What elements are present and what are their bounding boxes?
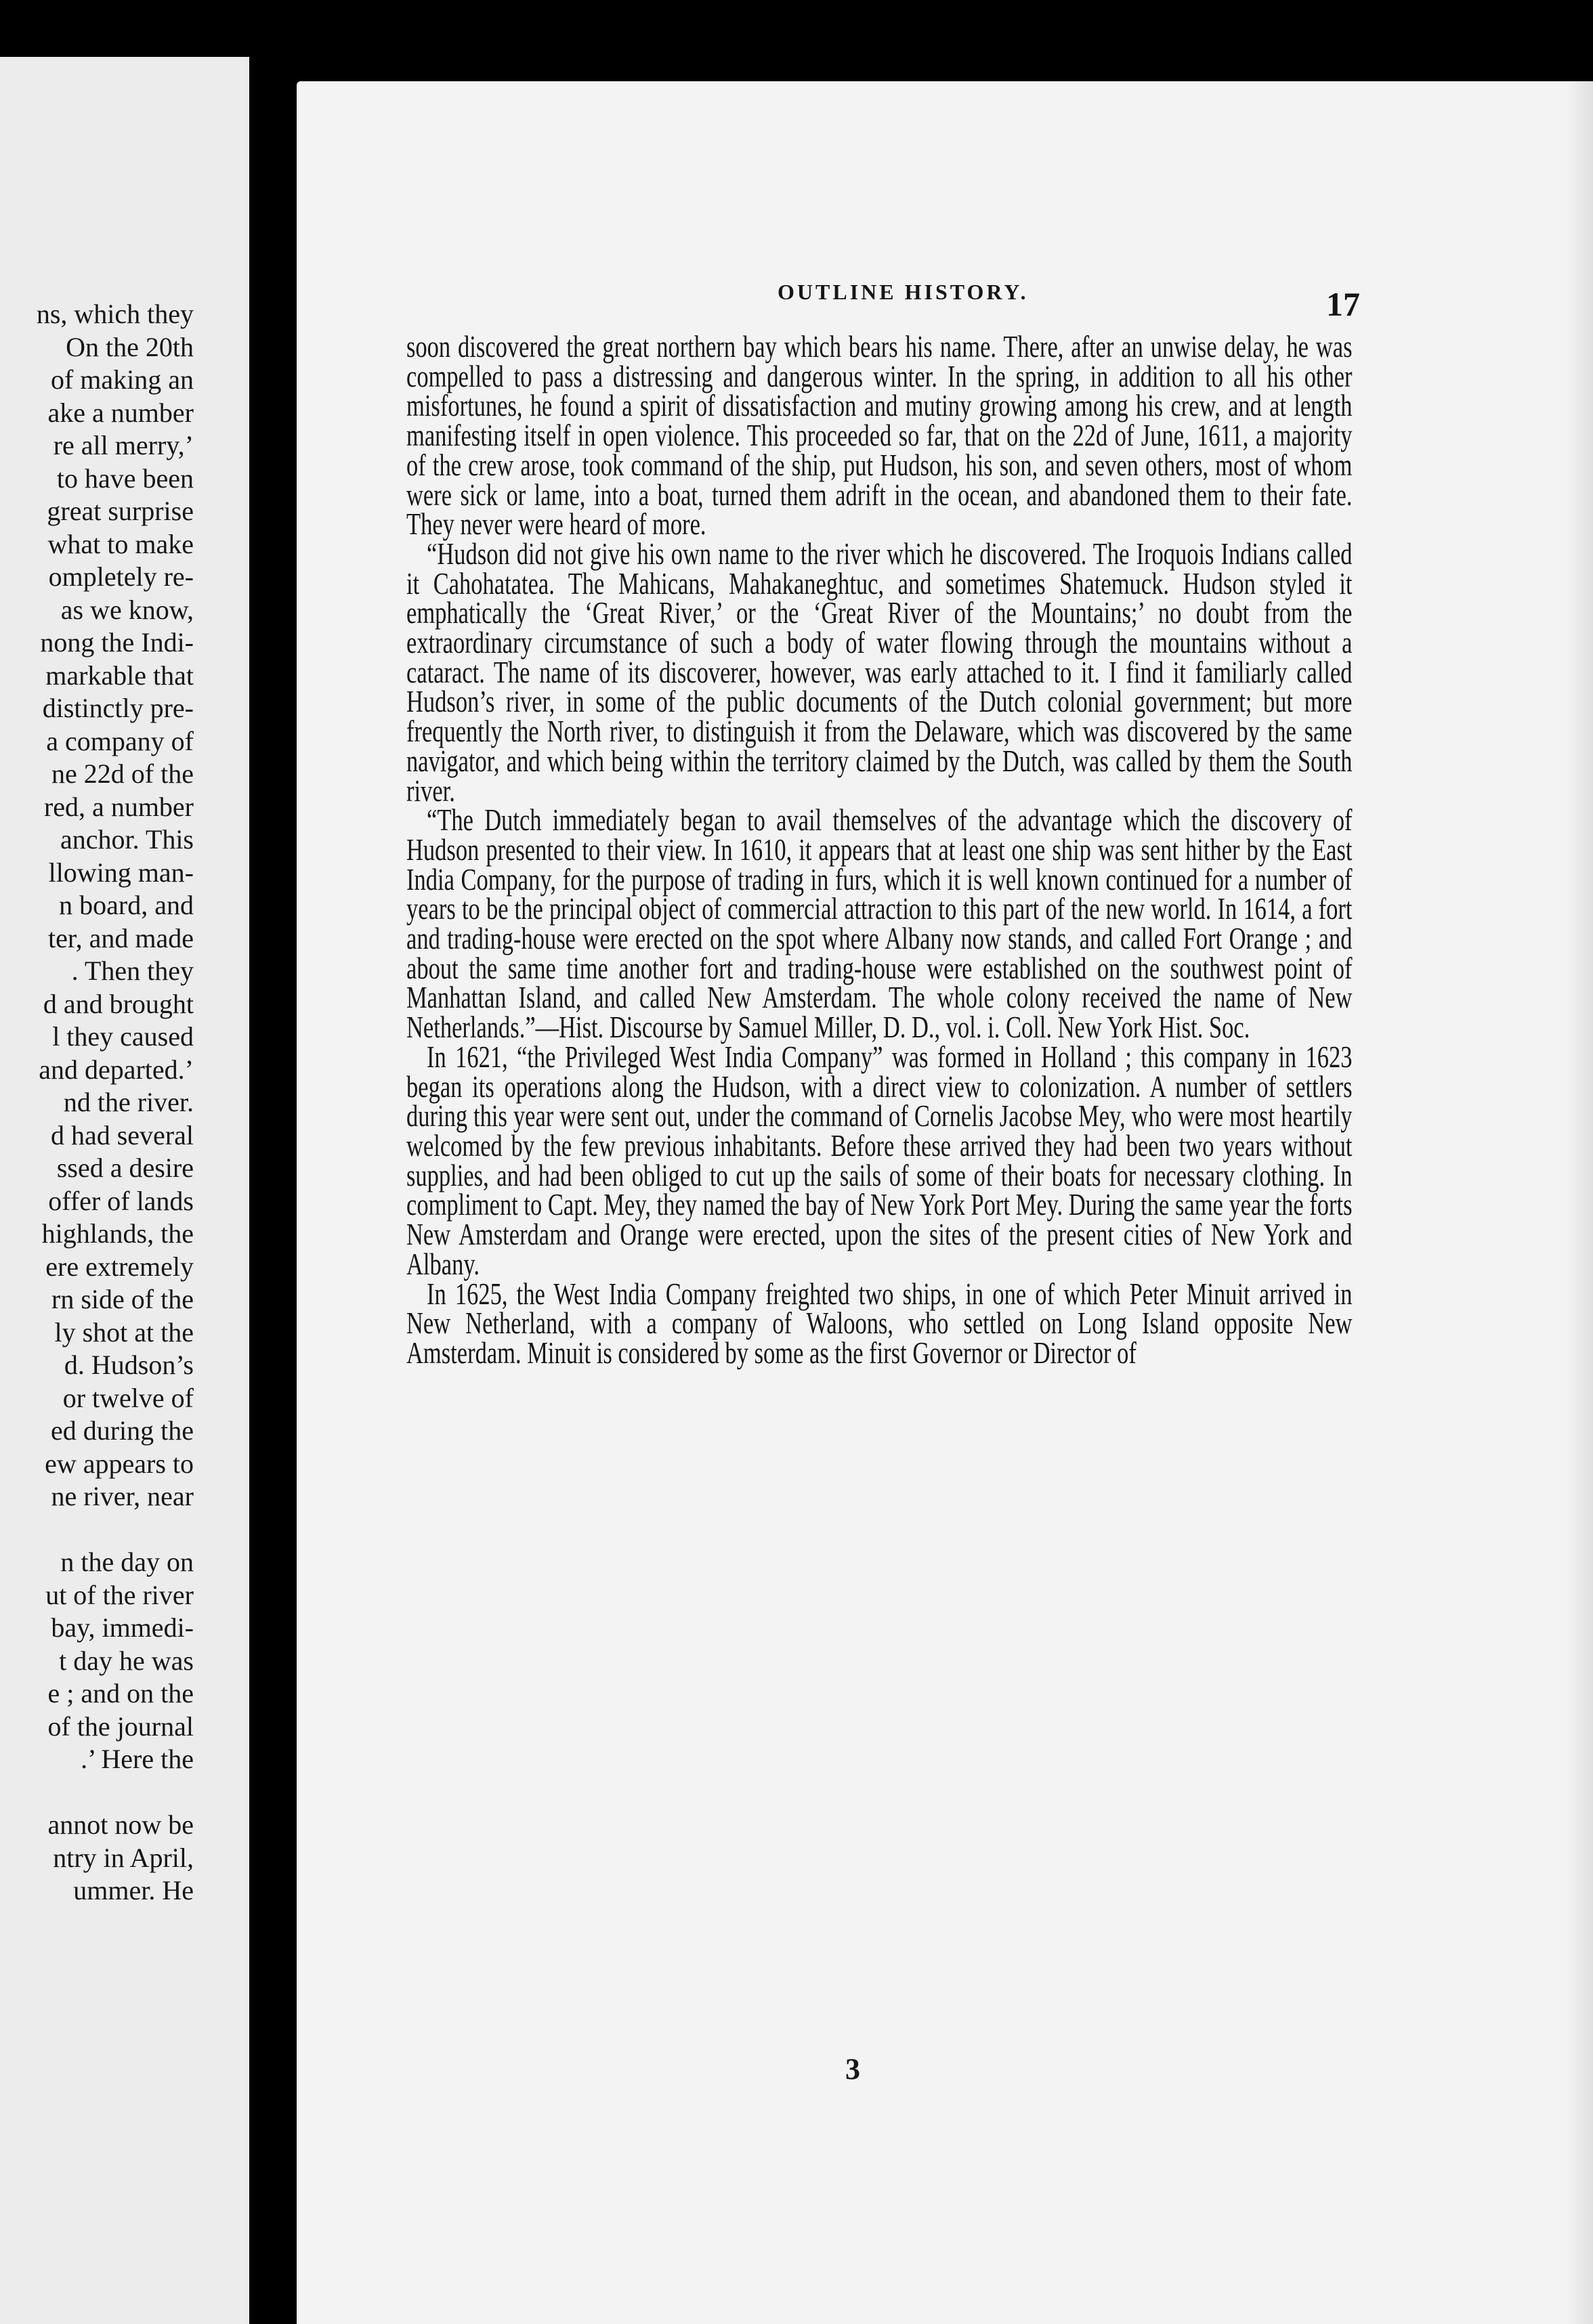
left-page-line: ake a number (47, 397, 194, 428)
left-page-line: ntry in April, (53, 1842, 194, 1873)
left-page-line: n the day on (60, 1547, 194, 1577)
scan-shadow (1566, 81, 1593, 2324)
left-page-line: ne 22d of the (51, 758, 194, 789)
left-page-line: of making an (50, 364, 194, 395)
left-page-line: red, a number (43, 791, 194, 822)
left-page-line: d and brought (43, 988, 194, 1019)
left-page-line: llowing man- (48, 857, 194, 888)
paragraph: In 1625, the West India Company freighted two ships, in one of which Peter Minuit arrived in New Netherland, with a company of Waloons, who settled on Long Island opposite New Amsterdam. Minuit is considered by some as the first Governor or Director of (406, 1276, 1353, 1370)
left-page-line: highlands, the (41, 1218, 194, 1249)
left-page-line: ew appears to (45, 1448, 194, 1479)
left-page-line (0, 1513, 194, 1547)
left-page-line: of the journal (47, 1710, 194, 1742)
book-gutter (249, 0, 297, 2324)
left-page-line: to have been (56, 462, 194, 494)
left-page-line: bay, immedi- (51, 1612, 194, 1643)
paragraph: “The Dutch immediately began to avail themselves of the advantage which the discovery of Hudson presented to their view. In 1610, it appears that at least one ship was sent hither by the East India Company, for the purpose of trading in furs, which it is well known continued for a number of years to be the principal object of commercial attraction to this part of the new world. In 1614, a fort and trading-house were erected on the spot where Albany now stands, and called Fort Orange ; and about the same time another fort and trading-house were established on the southwest point of Manhattan Island, and called New Amsterdam. The whole colony received the name of New Netherlands.”—Hist. Discourse by Samuel Miller, D. D., vol. i. Coll. New York Hist. Soc. (406, 802, 1353, 1045)
left-page-line: great surprise (47, 496, 194, 526)
left-page-line: ed during the (50, 1415, 194, 1446)
paragraph: soon discovered the great northern bay which bears his name. There, after an unwise delay, he was compelled to pass a distressing and dangerous winter. In the spring, in addition to all his other misfortunes, he found a spirit of dissatisfaction and mutiny growing among his crew, and at length manifesting itself in open violence. This proceeded so far, that on the 22d of June, 1611, a majority of the crew arose, took command of the ship, put Hudson, his son, and seven others, most of whom were sick or lame, into a boat, turned them adrift in the ocean, and abandoned them to their fate. They never were heard of more. (406, 329, 1353, 542)
paragraph: In 1621, “the Privileged West India Company” was formed in Holland ; this company in 1623 began its operations along the Hudson, with a direct view to colonization. A number of settlers during this year were sent out, under the command of Cornelis Jacobse Mey, who were most heartily welcomed by the few previous inhabitants. Before these arrived they had been two years without supplies, and had been obliged to cut up the sails of some of their boats for necessary clothing. In compliment to Capt. Mey, they named the bay of New York Port Mey. During the same year the forts New Amsterdam and Orange were erected, upon the sites of the present cities of New York and Albany. (406, 1039, 1353, 1281)
running-head: OUTLINE HISTORY. (778, 280, 1029, 304)
page-number: 17 (1326, 285, 1360, 323)
left-page-line (0, 1776, 194, 1809)
left-page-line: rn side of the (51, 1284, 194, 1314)
signature-mark: 3 (845, 2052, 860, 2086)
left-page-line: ter, and made (48, 922, 194, 953)
left-page-line: . Then they (71, 955, 194, 986)
left-page-line: anchor. This (60, 824, 194, 855)
left-page-line: markable that (45, 660, 194, 691)
left-page-line: n board, and (59, 890, 194, 920)
left-page-line: .’ Here the (81, 1744, 194, 1774)
left-page-line: offer of lands (48, 1185, 194, 1216)
body-text (406, 329, 1353, 1370)
left-page-line: re all merry,’ (53, 430, 194, 460)
left-page-line: a company of (46, 725, 194, 756)
left-page-line: ere extremely (45, 1251, 194, 1282)
left-page-line: or twelve of (62, 1382, 194, 1413)
left-page-line: ns, which they (36, 299, 194, 329)
left-page-line: annot now be (47, 1809, 194, 1840)
left-page-text-column (0, 298, 194, 1908)
left-facing-page (0, 57, 249, 2324)
left-page-line: nd the river. (63, 1087, 194, 1117)
left-page-line: ly shot at the (54, 1316, 194, 1348)
left-page-line: as we know, (60, 594, 194, 625)
left-page-line: distinctly pre- (42, 693, 194, 723)
left-page-line: l they caused (52, 1021, 194, 1052)
left-page-line: ut of the river (45, 1579, 194, 1610)
right-page (297, 81, 1593, 2324)
left-page-line: ummer. He (73, 1875, 194, 1906)
left-page-line: ompletely re- (48, 561, 194, 592)
left-page-line: d. Hudson’s (64, 1350, 194, 1380)
left-page-line: nong the Indi- (40, 627, 194, 658)
left-page-line: d had several (50, 1119, 194, 1150)
left-page-line: ssed a desire (56, 1153, 194, 1183)
left-page-line: what to make (47, 528, 194, 559)
left-page-line: e ; and on the (47, 1678, 194, 1708)
left-page-line: and departed.’ (39, 1054, 194, 1085)
left-page-line: t day he was (59, 1645, 194, 1676)
left-page-line: ne river, near (51, 1481, 194, 1511)
paragraph: “Hudson did not give his own name to the river which he discovered. The Iroquois Indians called it Cahohatatea. The Mahicans, Mahakaneghtuc, and sometimes Shatemuck. Hudson styled it emphatically the ‘Great River,’ or the ‘Great River of the Mountains;’ no doubt from the extraordinary circumstance of such a body of water flowing through the mountains without a cataract. The name of its discoverer, however, was early attached to it. I find it familiarly called Hudson’s river, in some of the public documents of the Dutch colonial government; but more frequently the North river, to distinguish it from the Delaware, which was discovered by the same navigator, and which being within the territory claimed by the Dutch, was called by them the South river. (406, 536, 1353, 808)
left-page-line: On the 20th (66, 331, 194, 362)
